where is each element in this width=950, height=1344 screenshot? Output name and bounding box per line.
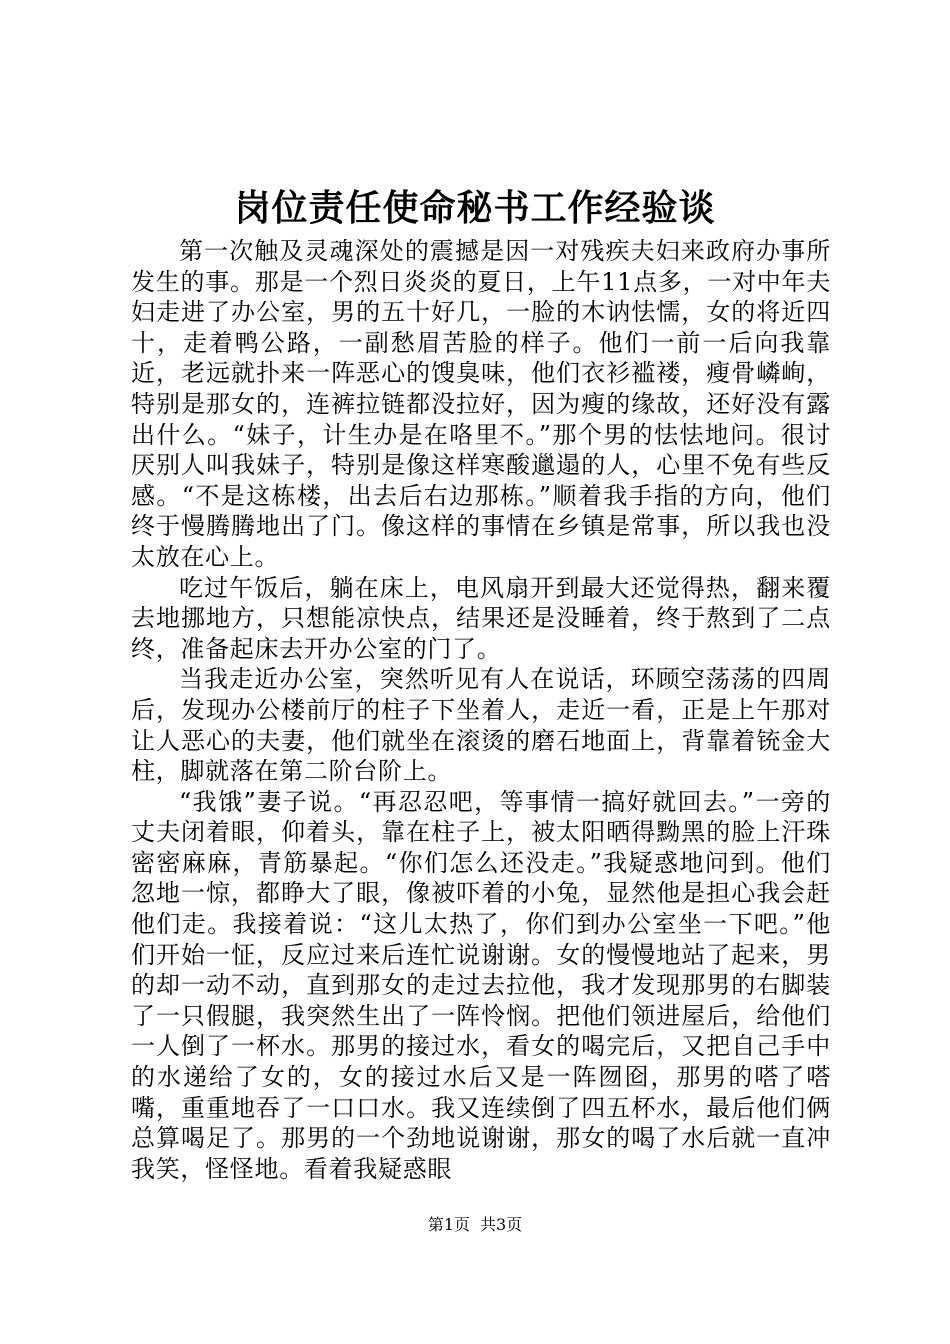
paragraph-3: 当我走近办公室，突然听见有人在说话，环顾空荡荡的四周后，发现办公楼前厅的柱子下坐着人，走近一看，正是上午那对让人恶心的夫妻，他们就坐在滚烫的磨石地面上，背靠着铳金大柱，脚就落在第二阶台阶上。 [131, 665, 831, 786]
page-number: 第1页 [427, 1215, 470, 1234]
paragraph-1: 第一次触及灵魂深处的震撼是因一对残疾夫妇来政府办事所发生的事。那是一个烈日炎炎的夏日，上午11点多，一对中年夫妇走进了办公室，男的五十好几，一脸的木讷怯懦，女的将近四十，走着鸭公路，一副愁眉苦脸的样子。他们一前一后向我靠近，老远就扑来一阵恶心的馊臭味，他们衣衫褴褛，瘦骨嶙峋，特别是那女的，连裤拉链都没拉好，因为瘦的缘故，还好没有露出什么。“妹子，计生办是在咯里不。”那个男的怯怯地问。很讨厌别人叫我妹子，特别是像这样寒酸邋遢的人，心里不免有些反感。“不是这栋楼，出去后右边那栋。”顺着我手指的方向，他们终于慢腾腾地出了门。像这样的事情在乡镇是常事，所以我也没太放在心上。 [131, 237, 831, 571]
paragraph-4: “我饿”妻子说。“再忍忍吧，等事情一搞好就回去。”一旁的丈夫闭着眼，仰着头，靠在柱子上，被太阳晒得黝黑的脸上汗珠密密麻麻，青筋暴起。“你们怎么还没走。”我疑惑地问到。他们忽地一惊，都睁大了眼，像被吓着的小兔，显然他是担心我会赶他们走。我接着说：“这儿太热了，你们到办公室坐一下吧。”他们开始一怔，反应过来后连忙说谢谢。女的慢慢地站了起来，男的却一动不动，直到那女的走过去拉他，我才发现那男的右脚装了一只假腿，我突然生出了一阵怜悯。把他们领进屋后，给他们一人倒了一杯水。那男的接过水，看女的喝完后，又把自己手中的水递给了女的，女的接过水后又是一阵囫囵，那男的嗒了嗒嘴，重重地吞了一口口水。我又连续倒了四五杯水，最后他们俩总算喝足了。那男的一个劲地说谢谢，那女的喝了水后就一直冲我笑，怪怪地。看着我疑惑眼 [131, 787, 831, 1183]
page-footer [0, 1215, 950, 1235]
paragraph-2: 吃过午饭后，躺在床上，电风扇开到最大还觉得热，翻来覆去地挪地方，只想能凉快点，结果还是没睡着，终于熬到了二点终，准备起床去开办公室的门了。 [131, 573, 831, 663]
total-pages: 共3页 [480, 1215, 523, 1234]
document-title: 岗位责任使命秘书工作经验谈 [234, 187, 716, 229]
document-body [131, 236, 831, 1184]
